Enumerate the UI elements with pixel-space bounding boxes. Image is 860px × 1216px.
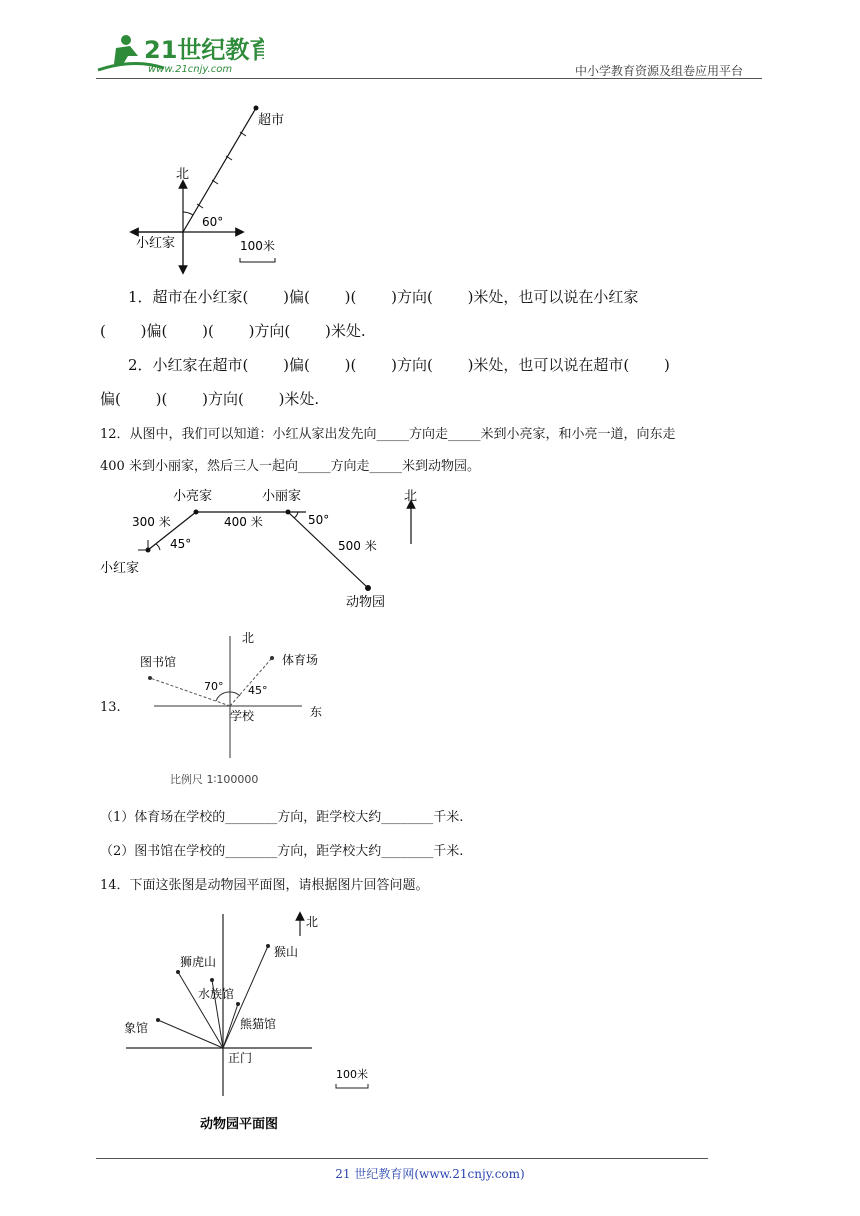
hong-home-label: 小红家 [100,561,140,576]
lion-tiger-label: 狮虎山 [180,955,217,969]
logo-text: 21世纪教育 [144,36,264,64]
scale-label-14: 100米 [336,1068,368,1081]
zoo-plan-diagram [120,906,390,1136]
angle-50: 50° [308,513,330,527]
stadium-label: 体育场 [282,653,319,667]
logo-url: www.21cnjy.com [148,64,233,75]
school-label: 学校 [230,709,255,723]
route-line [183,108,256,232]
platform-name: 中小学教育资源及组卷应用平台 [575,64,744,78]
home-label: 小红家 [136,236,176,251]
gate-label: 正门 [228,1051,253,1065]
q12-line2: 400 米到小丽家，然后三人一起向_____方向走_____米到动物园。 [100,459,480,474]
q12-line1: 12．从图中，我们可以知道：小红从家出发先向_____方向走_____米到小亮家，和小亮一道，向东走 [100,427,676,442]
site-logo [94,28,264,78]
q11-line3: 2．小红家在超市( )偏( )( )方向( )米处，也可以说在超市( ) [128,356,670,374]
q11-line4: 偏( )( )方向( )米处. [100,390,320,408]
north-label-14: 北 [306,915,319,929]
q13-number: 13. [100,700,121,715]
q11-line1: 1．超市在小红家( )偏( )( )方向( )米处，也可以说在小红家 [128,288,639,306]
scale-ratio: 比例尺 1∶100000 [170,773,259,786]
aquarium-label: 水族馆 [198,987,235,1001]
east-label: 东 [310,705,323,719]
north-label-13: 北 [242,631,255,645]
north-label-12: 北 [404,489,418,504]
distance-300: 300 米 [132,515,171,529]
liang-home-label: 小亮家 [173,489,213,504]
angle-45-b: 45° [248,684,268,697]
direction-diagram-supermarket [120,100,320,275]
north-label: 北 [176,167,190,182]
footer-divider [96,1158,708,1159]
distance-400: 400 米 [224,515,263,529]
zoo-plan-caption: 动物园平面图 [200,1117,279,1132]
li-home-label: 小丽家 [262,489,302,504]
library-label: 图书馆 [140,655,177,669]
header-divider [96,78,762,79]
supermarket-label: 超市 [258,113,285,128]
q14-line1: 14．下面这张图是动物园平面图，请根据图片回答问题。 [100,878,429,893]
direction-diagram-school [130,628,340,790]
q13-sub2: （2）图书馆在学校的________方向，距学校大约________千米. [100,844,464,859]
monkey-hill-label: 猴山 [274,945,299,959]
angle-label: 60° [202,215,224,229]
angle-70: 70° [204,680,224,693]
angle-45: 45° [170,537,192,551]
q13-sub1: （1）体育场在学校的________方向，距学校大约________千米. [100,810,464,825]
panda-label: 熊猫馆 [240,1017,277,1031]
footer-text: 21 世纪教育网(www.21cnjy.com) [335,1167,525,1181]
q11-line2: ( )偏( )( )方向( )米处. [100,322,366,340]
route-diagram-zoo [98,482,438,612]
zoo-label: 动物园 [346,595,386,610]
elephant-label: 象馆 [124,1021,149,1035]
distance-500: 500 米 [338,539,377,553]
scale-label: 100米 [240,239,275,253]
